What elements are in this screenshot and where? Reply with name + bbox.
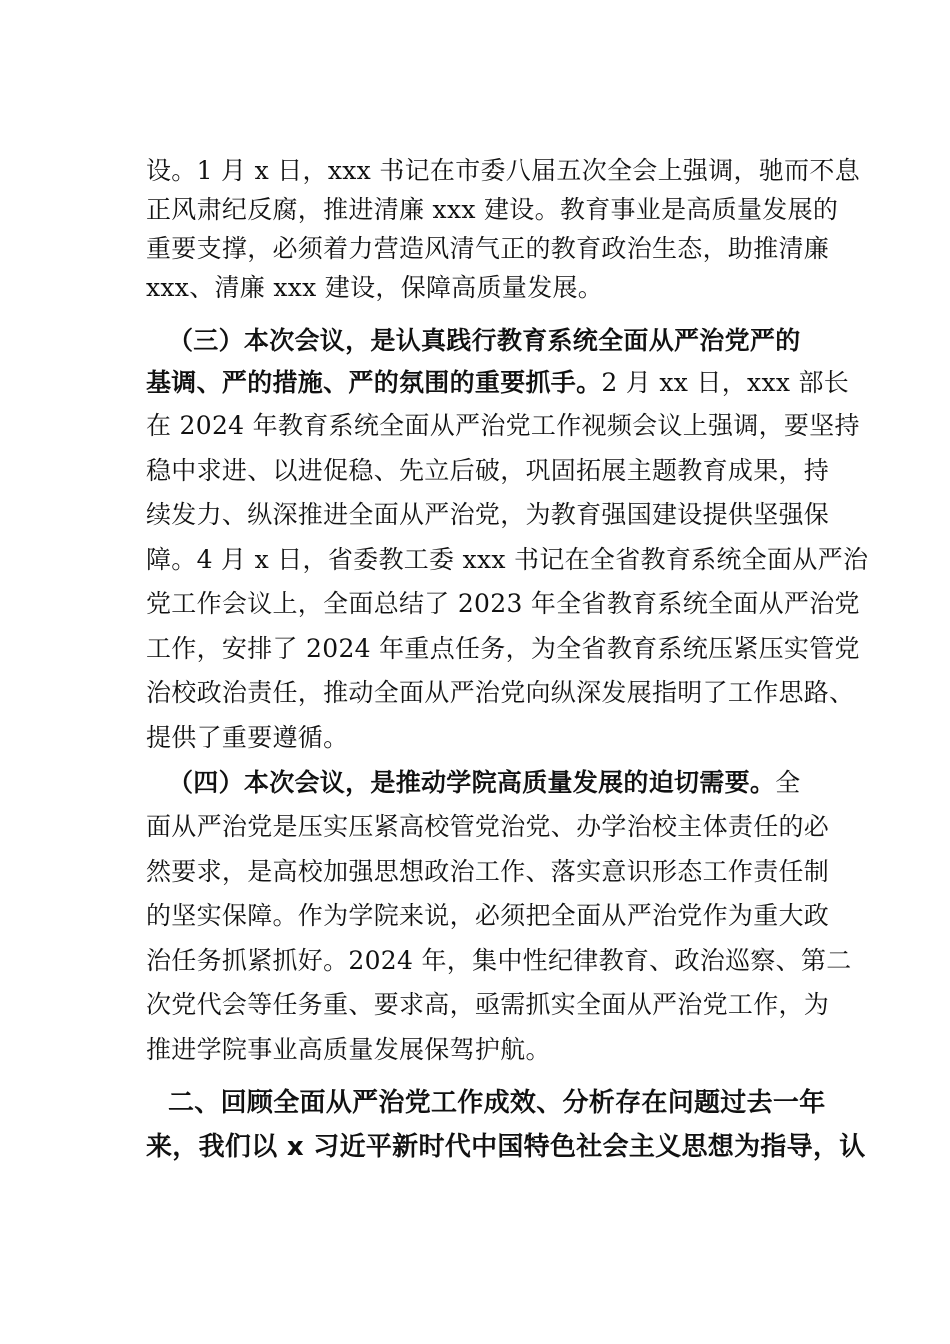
text-line: 面从严治党是压实压紧高校管党治党、办学治校主体责任的必 xyxy=(146,812,830,841)
text-line: 推进学院事业高质量发展保驾护航。 xyxy=(146,1035,551,1064)
text-span: 全 xyxy=(775,768,801,797)
text-line: 续发力、纵深推进全面从严治党，为教育强国建设提供坚强保 xyxy=(146,500,830,529)
text-line: 障。4 月 x 日，省委教工委 xxx 书记在全省教育系统全面从严治 xyxy=(146,545,869,574)
heading-span: （四）本次会议，是推动学院高质量发展的迫切需要。 xyxy=(168,768,776,797)
text-line: 设。1 月 x 日，xxx 书记在市委八届五次全会上强调，驰而不息 xyxy=(146,156,860,185)
text-line: 党工作会议上，全面总结了 2023 年全省教育系统全面从严治党 xyxy=(146,589,860,618)
text-line: 然要求，是高校加强思想政治工作、落实意识形态工作责任制 xyxy=(146,857,830,886)
heading-line: （三）本次会议，是认真践行教育系统全面从严治党严的 xyxy=(168,326,801,355)
text-span: 2 月 xx 日，xxx 部长 xyxy=(601,368,850,397)
text-line: 治校政治责任，推动全面从严治党向纵深发展指明了工作思路、 xyxy=(146,678,855,707)
text-line xyxy=(168,764,868,802)
text-line: 次党代会等任务重、要求高，亟需抓实全面从严治党工作，为 xyxy=(146,990,830,1019)
text-line: 的坚实保障。作为学院来说，必须把全面从严治党作为重大政 xyxy=(146,901,830,930)
text-line: 稳中求进、以进促稳、先立后破，巩固拓展主题教育成果，持 xyxy=(146,456,830,485)
text-line xyxy=(146,364,850,402)
section-heading: 二、回顾全面从严治党工作成效、分析存在问题过去一年 xyxy=(168,1088,826,1118)
text-line: 重要支撑，必须着力营造风清气正的教育政治生态，助推清廉 xyxy=(146,234,830,263)
text-line: 在 2024 年教育系统全面从严治党工作视频会议上强调，要坚持 xyxy=(146,411,860,440)
text-line: 提供了重要遵循。 xyxy=(146,723,349,752)
heading-continuation: 基调、严的措施、严的氛围的重要抓手。 xyxy=(146,368,602,397)
text-line: xxx、清廉 xxx 建设，保障高质量发展。 xyxy=(146,273,604,302)
text-line: 正风肃纪反腐，推进清廉 xxx 建设。教育事业是高质量发展的 xyxy=(146,195,839,224)
text-line: 工作，安排了 2024 年重点任务，为全省教育系统压紧压实管党 xyxy=(146,634,860,663)
text-line: 治任务抓紧抓好。2024 年，集中性纪律教育、政治巡察、第二 xyxy=(146,946,852,975)
section-heading-continuation: 来，我们以 x 习近平新时代中国特色社会主义思想为指导，认 xyxy=(146,1132,866,1162)
